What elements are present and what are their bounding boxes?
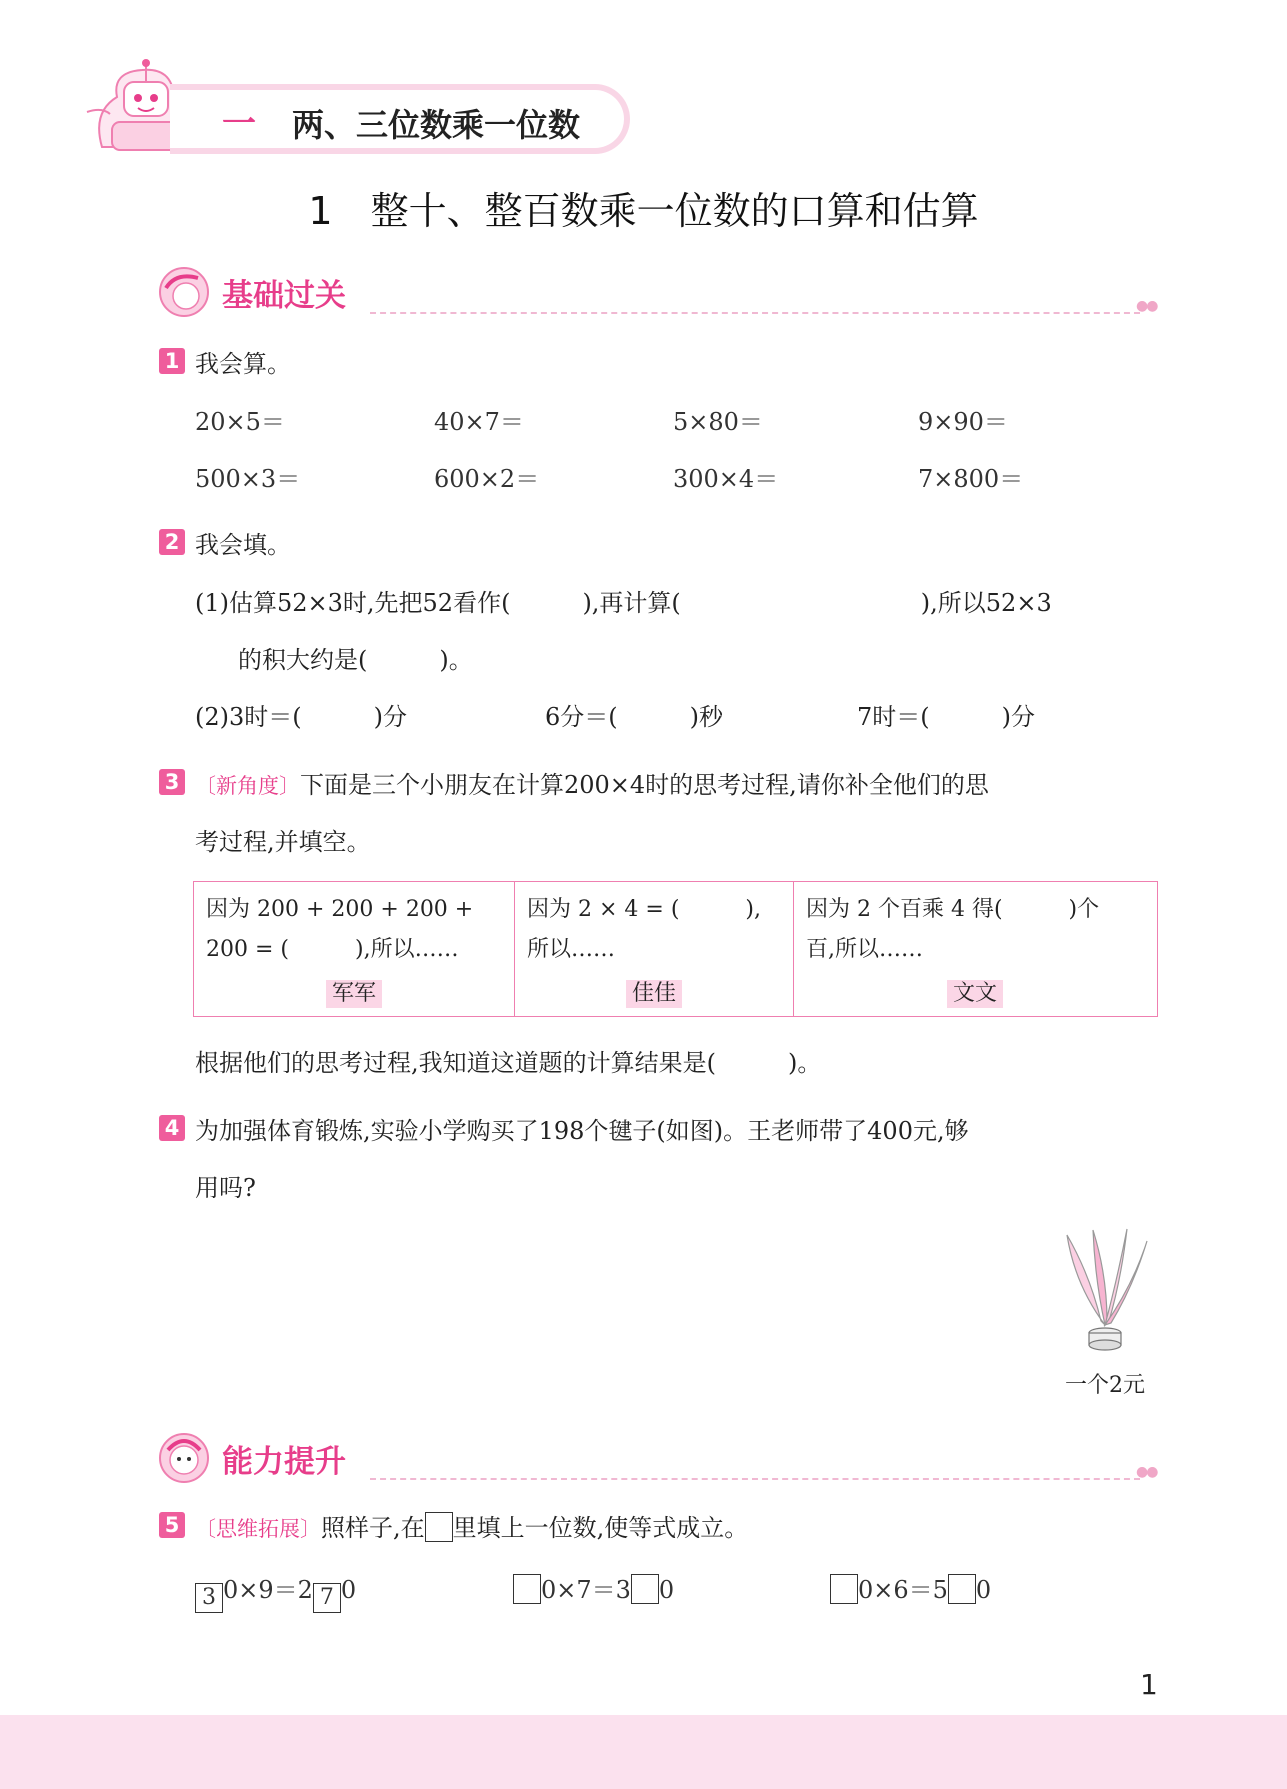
- q5-exercise-1: [513, 1570, 674, 1605]
- thinking-cell: [515, 882, 794, 1016]
- girl-avatar-icon: [158, 1432, 210, 1484]
- eq-part: 0: [975, 1576, 992, 1604]
- answer-box[interactable]: [631, 1574, 659, 1604]
- dots-decoration-icon: ●●: [1136, 1464, 1157, 1480]
- q5-exercise-2: [830, 1570, 991, 1605]
- cell-line: 因为 2 个百乘 4 得( )个: [806, 897, 1100, 922]
- bottom-decoration-band: [0, 1715, 1287, 1789]
- eq-part: 0: [340, 1576, 357, 1604]
- question-number-5: 5: [159, 1512, 185, 1538]
- q5-example: [195, 1570, 356, 1613]
- unit-number: 一: [222, 104, 256, 144]
- page-number: 1: [1140, 1668, 1158, 1701]
- q2-part1-line2: 的积大约是( )。: [238, 646, 473, 674]
- q2-part2-c: 7时＝( )分: [857, 703, 1035, 731]
- shuttlecock-price: 一个2元: [1065, 1373, 1145, 1398]
- q2-part2-b: 6分＝( )秒: [545, 703, 723, 731]
- child-name-tag: 佳佳: [626, 980, 682, 1008]
- answer-box[interactable]: [513, 1574, 541, 1604]
- eq-part: 0×9＝2: [223, 1576, 313, 1604]
- q1-eq: 5×80＝: [673, 408, 763, 436]
- thinking-cell: [794, 882, 1156, 1016]
- q3-prompt-line2: 考过程,并填空。: [195, 828, 371, 856]
- eq-part: 0: [658, 1576, 675, 1604]
- answer-box[interactable]: [830, 1574, 858, 1604]
- cell-line: 所以……: [527, 937, 616, 962]
- child-name-tag: 文文: [947, 980, 1003, 1008]
- lesson-title: 1 整十、整百数乘一位数的口算和估算: [308, 189, 979, 233]
- section-divider: [370, 1478, 1140, 1480]
- section-title-advanced: 能力提升: [222, 1444, 346, 1480]
- q1-eq: 300×4＝: [673, 465, 779, 493]
- q5-tag: 〔思维拓展〕: [195, 1517, 321, 1541]
- eq-part: 0×7＝3: [541, 1576, 631, 1604]
- question-number-4: 4: [159, 1115, 185, 1141]
- eq-part: 0×6＝5: [858, 1576, 948, 1604]
- q1-eq: 9×90＝: [918, 408, 1008, 436]
- question-number-3: 3: [159, 769, 185, 795]
- answer-box: 3: [195, 1583, 223, 1613]
- girl-avatar-icon: [158, 266, 210, 318]
- question-number-1: 1: [159, 348, 185, 374]
- thinking-process-table: [193, 881, 1158, 1017]
- answer-box: 7: [313, 1583, 341, 1613]
- q1-eq: 500×3＝: [195, 465, 301, 493]
- cell-line: 因为 200 + 200 + 200 +: [206, 897, 474, 922]
- section-title-basic: 基础过关: [222, 278, 346, 314]
- q3-prompt-line1: [195, 765, 989, 800]
- q2-part2-a: (2)3时＝( )分: [195, 703, 407, 731]
- unit-title: 两、三位数乘一位数: [292, 106, 581, 144]
- q1-eq: 40×7＝: [434, 408, 524, 436]
- q3-tag: 〔新角度〕: [195, 774, 300, 798]
- q3-prompt-text: 下面是三个小朋友在计算200×4时的思考过程,请你补全他们的思: [300, 771, 989, 799]
- q2-prompt: 我会填。: [195, 531, 291, 559]
- question-number-2: 2: [159, 529, 185, 555]
- thinking-cell: [194, 882, 515, 1016]
- answer-box[interactable]: [948, 1574, 976, 1604]
- q5-prompt: [195, 1508, 748, 1543]
- cell-line: 200 = ( ),所以……: [206, 937, 459, 962]
- q1-eq: 600×2＝: [434, 465, 540, 493]
- q1-eq: 7×800＝: [918, 465, 1024, 493]
- q3-conclusion: 根据他们的思考过程,我知道这道题的计算结果是( )。: [195, 1049, 822, 1077]
- q5-prompt-pre: 照样子,在: [321, 1514, 425, 1542]
- dots-decoration-icon: ●●: [1136, 298, 1157, 314]
- q5-prompt-post: 里填上一位数,使等式成立。: [452, 1514, 749, 1542]
- q4-prompt-line2: 用吗?: [195, 1174, 256, 1202]
- q4-prompt-line1: 为加强体育锻炼,实验小学购买了198个毽子(如图)。王老师带了400元,够: [195, 1117, 969, 1145]
- blank-box-icon: [425, 1512, 453, 1542]
- section-divider: [370, 312, 1140, 314]
- cell-line: 因为 2 × 4 = ( ),: [527, 897, 761, 922]
- q2-part1-line1: (1)估算52×3时,先把52看作( ),再计算( ),所以52×3: [195, 589, 1052, 617]
- q1-prompt: 我会算。: [195, 350, 291, 378]
- child-name-tag: 军军: [326, 980, 382, 1008]
- shuttlecock-icon: [1055, 1225, 1155, 1355]
- q1-eq: 20×5＝: [195, 408, 285, 436]
- cell-line: 百,所以……: [806, 937, 923, 962]
